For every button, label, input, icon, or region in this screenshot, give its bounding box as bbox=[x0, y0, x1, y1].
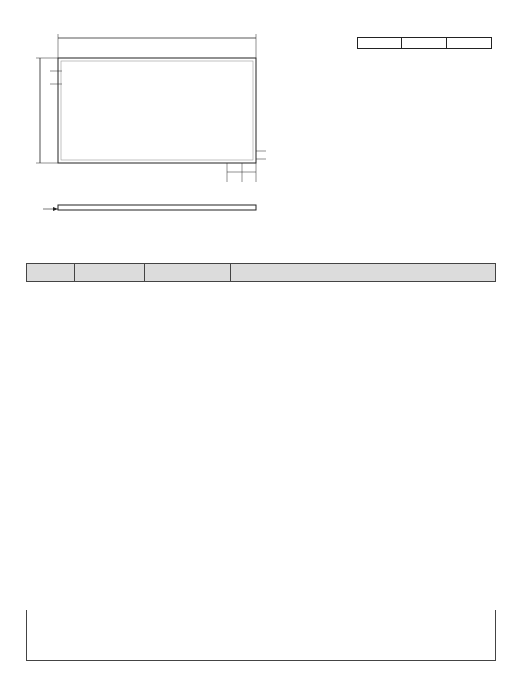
module-body bbox=[58, 58, 256, 163]
header-pin-item bbox=[74, 264, 144, 282]
dimension-table bbox=[357, 37, 492, 49]
dim-header-max bbox=[447, 38, 492, 49]
pin-table-section bbox=[26, 263, 496, 282]
module-outline-drawing bbox=[0, 0, 524, 225]
module-body-inner bbox=[61, 61, 253, 160]
header-pin-application bbox=[230, 264, 495, 282]
pin-table bbox=[26, 263, 496, 282]
side-view-board bbox=[58, 205, 256, 210]
dim-header-min bbox=[402, 38, 447, 49]
compatibility-note bbox=[26, 610, 496, 661]
header-pin-no bbox=[27, 264, 75, 282]
header-pin-direction bbox=[144, 264, 230, 282]
mechanical-drawing bbox=[0, 0, 524, 225]
